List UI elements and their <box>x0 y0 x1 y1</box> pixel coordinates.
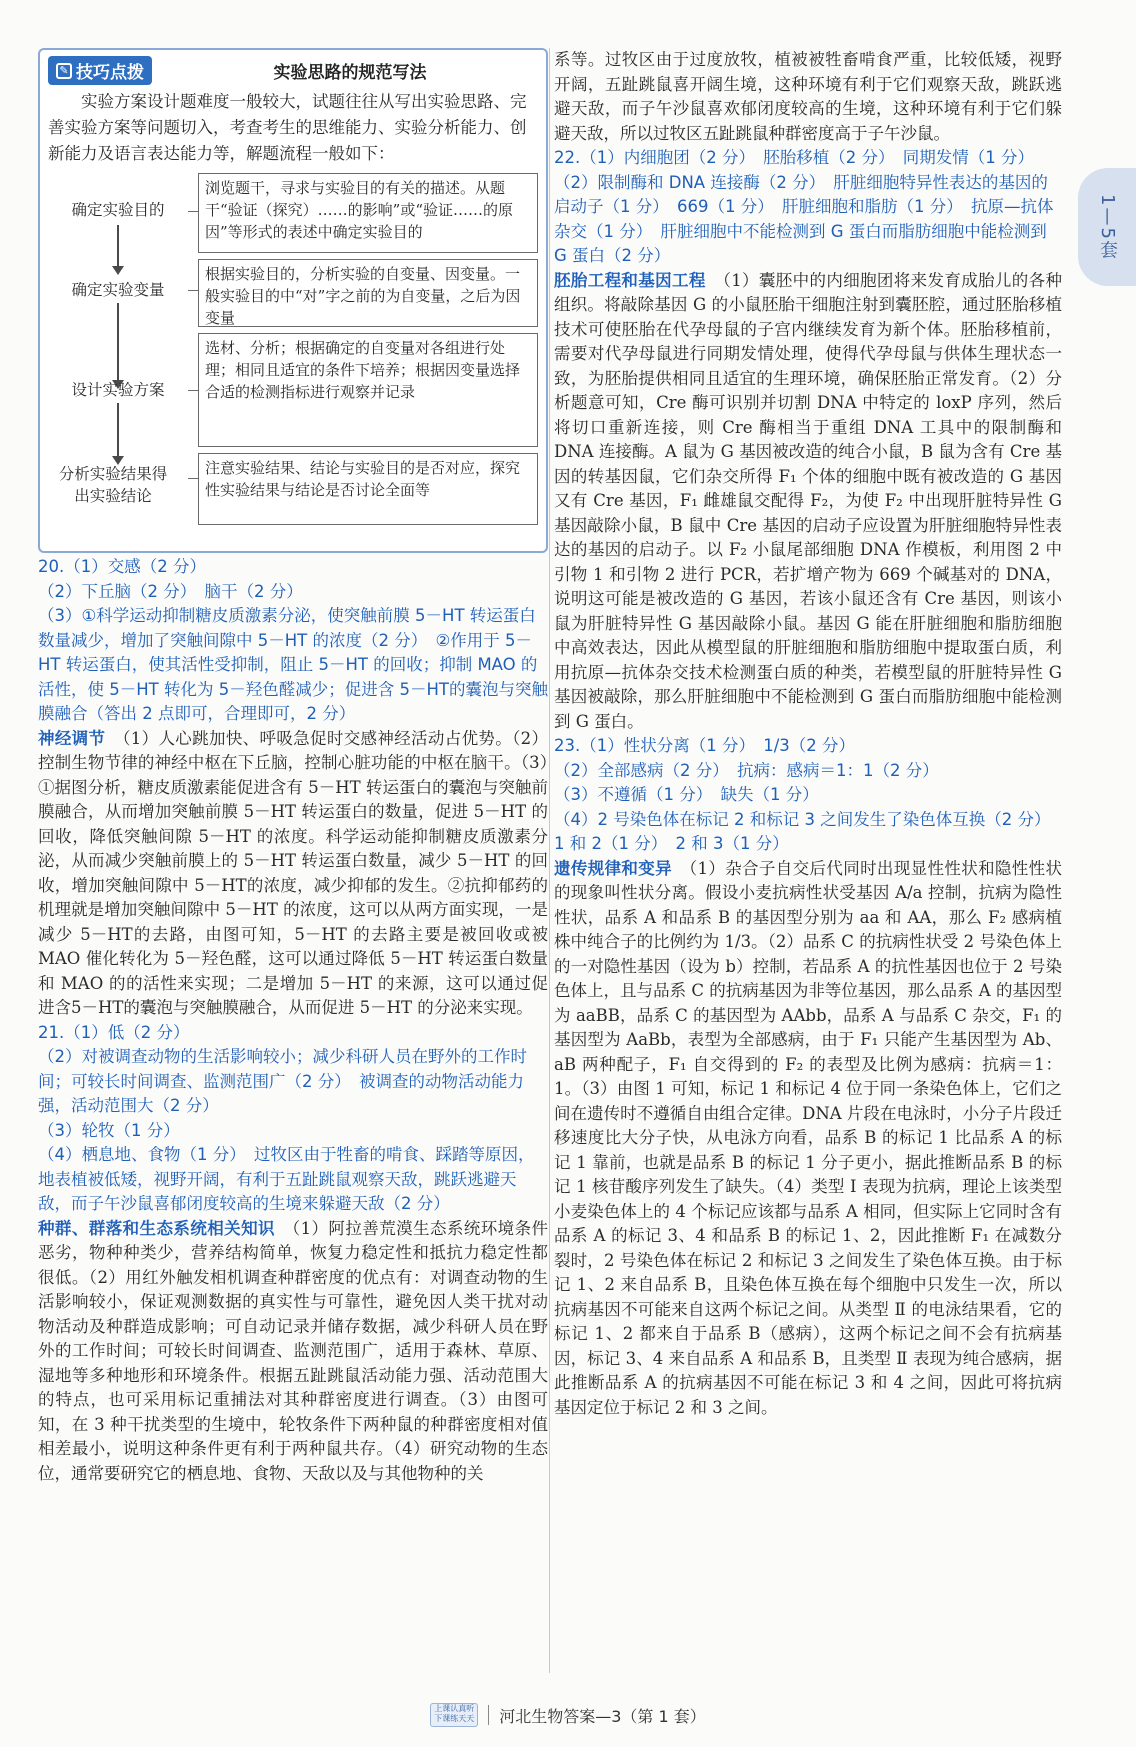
page-footer <box>0 1700 1136 1730</box>
answer-23-4: （4）2 号染色体在标记 2 和标记 3 之间发生了染色体互换（2 分） 1 和 2（1 分） 2 和 3（1 分） <box>554 809 1059 853</box>
explanation-21-continued: 系等。过牧区由于过度放牧，植被被牲畜啃食严重，比较低矮，视野开阔，五趾跳鼠喜开阔生境，这种环境有利于它们观察天敌，跳跃逃避天敌，而子午沙鼠喜欢郁闭度较高的生境，这种环境有利于它们躲避天敌，所以过牧区五趾跳鼠种群密度高于子午沙鼠。 <box>554 50 1062 143</box>
explanation-text: （1）人心跳加快、呼吸急促时交感神经活动占优势。（2）控制生物节律的神经中枢在下丘脑，控制心脏功能的中枢在脑干。（3）①据图分析，糖皮质激素能促进含有 5－HT 转运蛋白的囊泡与突触前膜融合，从而增加突触前膜 5－HT 转运蛋白的数量，促进 5－HT 的回收，降低突触间隙 5－HT 的浓度。科学运动能抑制糖皮质激素分泌，从而减少突触前膜上的 5－HT 转运蛋白数量，减少 5－HT 的回收，增加突触间隙中 5－HT的浓度，减少抑郁的发生。②抗抑郁药的机理就是增加突触间隙中 5－HT 的浓度，这可以从两方面实现，一是减少 5－HT的去路，由图可知，5－HT 的去路主要是被回收或被 MAO 催化转化为 5－羟色醛，这可以通过降低 5－HT 转运蛋白数量和 MAO 的的活性来实现；二是增加 5－HT 的来源，这可以通过促进含5－HT的囊泡与突触膜融合，从而促进 5－HT 的分泌来实现。 <box>38 728 549 1017</box>
answer-23-2: （2）全部感病（2 分） 抗病：感病＝1：1（2 分） <box>554 760 939 780</box>
explanation-23 <box>554 857 1062 1421</box>
explanation-20 <box>38 727 548 1021</box>
knowledge-point: 胚胎工程和基因工程 <box>554 270 706 290</box>
explanation-22 <box>554 269 1062 735</box>
footer-page-label: 河北生物答案—3（第 1 套） <box>499 1706 706 1726</box>
answer-21-3: （3）轮牧（1 分） <box>38 1120 180 1140</box>
explanation-21 <box>38 1217 548 1487</box>
tips-badge-label: 技巧点拨 <box>76 63 144 83</box>
knowledge-point: 遗传规律和变异 <box>554 858 673 878</box>
tips-header <box>48 56 538 85</box>
explanation-text: （1）杂合子自交后代同时出现显性性状和隐性性状的现象叫性状分离。假设小麦抗病性状受基因 A/a 控制，抗病为隐性性状，品系 A 和品系 B 的基因型分别为 aa 和 AA，那么 F₂ 感病植株中纯合子的比例约为 1/3。（2）品系 C 的抗病性状受 2 号染色体上的一对隐性基因（设为 b）控制，若品系 A 的抗性基因也位于 2 号染色体上，且与品系 C 的抗病基因为非等位基因，那么品系 A 的基因型为 aaBB，品系 C 的基因型为 AAbb，品系 A 与品系 C 杂交，F₁ 的基因型为 AaBb，表型为全部感病，由于 F₁ 只能产生基因型为 Ab、aB 两种配子，F₁ 自交得到的 F₂ 的表型及比例为感病：抗病＝1：1。（3）由图 1 可知，标记 1 和标记 4 位于同一条染色体上，它们之间在遗传时不遵循自由组合定律。DNA 片段在电泳时，小分子片段迁移速度比大分子快，从电泳方向看，品系 B 的标记 1 比品系 A 的标记 1 靠前，也就是品系 B 的标记 1 分子更小，据此推断品系 B 的标记 1 核苷酸序列发生了缺失。（4）类型 Ⅰ 表现为抗病，理论上该类型小麦染色体上的 4 个标记应该都与品系 A 相同，但实际上它同时含有品系 A 的标记 3、4 和品系 B 的标记 1、2，因此推断 F₁ 在减数分裂时，2 号染色体在标记 2 和标记 3 之间发生了染色体互换。由于标记 1、2 来自品系 B，且染色体互换在每个细胞中只发生一次，所以抗病基因不可能来自这两个标记之间。从类型 Ⅱ 的电泳结果看，它的标记 1、2 都来自于品系 B（感病），这两个标记之间不会有抗病基因，标记 3、4 来自品系 A 和品系 B，且类型 Ⅱ 表现为纯合感病，据此推断品系 A 的抗病基因不可能在标记 3 和 4 之间，因此可将抗病基因定位于标记 2 和 3 之间。 <box>554 858 1063 1417</box>
column-divider <box>549 48 550 1673</box>
answer-20-3: （3）①科学运动抑制糖皮质激素分泌，使突触前膜 5－HT 转运蛋白数量减少，增加了突触间隙中 5－HT 的浓度（2 分） ②作用于 5－HT 转运蛋白，使其活性受抑制，阻止 5－HT 的回收；抑制 MAO 的活性，使 5－HT 转化为 5－羟色醛减少；促进含 5－HT的囊泡与突触膜融合（答出 2 点即可，合理即可，2 分） <box>38 606 548 723</box>
flow-step-label: 设计实验方案 <box>71 381 165 399</box>
flow-connector <box>188 290 198 291</box>
flow-step-label: 确定实验变量 <box>71 281 165 299</box>
right-column <box>554 48 1062 1420</box>
answer-22-2: （2）限制酶和 DNA 连接酶（2 分） 肝脏细胞特异性表达的基因的启动子（1 分） 669（1 分） 肝脏细胞和脂肪（1 分） 抗原—抗体杂交（1 分） 肝脏细胞中不能检测到 G 蛋白而脂肪细胞中能检测到 G 蛋白（2 分） <box>554 172 1054 265</box>
answer-20-1: 20.（1）交感（2 分） <box>38 557 206 576</box>
answer-22-1: 22.（1）内细胞团（2 分） 胚胎移植（2 分） 同期发情（1 分） <box>554 148 1034 167</box>
answer-21-1: 21.（1）低（2 分） <box>38 1022 190 1042</box>
flowchart <box>48 173 538 543</box>
answer-21-2: （2）对被调查动物的生活影响较小；减少科研人员在野外的工作时间；可较长时间调查、监测范围广（2 分） 被调查的动物活动能力强，活动范围大（2 分） <box>38 1047 527 1115</box>
flow-step-box: 浏览题干，寻求与实验目的有关的描述。从题干“验证（探究）……的影响”或“验证……的原因”等形式的表述中确定实验目的 <box>198 173 538 253</box>
volume-side-tab <box>1078 168 1136 286</box>
footer-separator <box>488 1705 489 1725</box>
explanation-text: （1）阿拉善荒漠生态系统环境条件恶劣，物种种类少，营养结构简单，恢复力稳定性和抵抗力稳定性都很低。（2）用红外触发相机调查种群密度的优点有：对调查动物的生活影响较小，保证观测数据的真实性与可靠性，避免因人类干扰对动物活动及种群造成影响；可自动记录并储存数据，减少科研人员在野外的工作时间；可较长时间调查、监测范围广，适用于森林、草原、湿地等多种地形和环境条件。根据五趾跳鼠活动能力强、活动范围大的特点，也可采用标记重捕法对其种群密度进行调查。（3）由图可知，在 3 种干扰类型的生境中，轮牧条件下两种鼠的种群密度相对值相差最小，说明这种条件更有利于两种鼠共存。（4）研究动物的生态位，通常要研究它的栖息地、食物、天敌以及与其他物种的关 <box>38 1218 549 1483</box>
flow-step-label: 确定实验目的 <box>71 201 165 219</box>
flow-connector <box>188 211 198 212</box>
answer-20-2: （2）下丘脑（2 分） 脑干（2 分） <box>38 581 303 601</box>
answer-23-3: （3）不遵循（1 分） 缺失（1 分） <box>554 785 819 804</box>
pencil-icon: ✎ <box>56 63 72 79</box>
tips-title: 实验思路的规范写法 <box>273 63 427 83</box>
side-tab-label: 1—5套 <box>1097 193 1118 261</box>
left-column <box>38 48 548 1486</box>
tips-intro: 实验方案设计题难度一般较大，试题往往从写出实验思路、完善实验方案等问题切入，考查考生的思维能力、实验分析能力、创新能力及语言表达能力等，解题流程一般如下： <box>48 92 527 163</box>
flow-connector <box>188 478 198 479</box>
down-arrow-icon <box>117 303 119 387</box>
knowledge-point: 神经调节 <box>38 728 106 748</box>
tips-badge <box>48 56 152 85</box>
brand-logo: 上课认真听 下课练天天 <box>430 1703 478 1727</box>
answer-23-1: 23.（1）性状分离（1 分） 1/3（2 分） <box>554 736 856 755</box>
tips-box <box>38 48 548 553</box>
knowledge-point: 种群、群落和生态系统相关知识 <box>38 1218 275 1238</box>
flow-step-box: 根据实验目的，分析实验的自变量、因变量。一般实验目的中“对”字之前的为自变量，之后为因变量 <box>198 259 538 327</box>
flow-connector <box>188 390 198 391</box>
flow-step-box: 注意实验结果、结论与实验目的是否对应，探究性实验结果与结论是否讨论全面等 <box>198 453 538 525</box>
flow-step-box: 选材、分析；根据确定的自变量对各组进行处理；相同且适宜的条件下培养；根据因变量选择合适的检测指标进行观察并记录 <box>198 333 538 447</box>
down-arrow-icon <box>117 225 119 273</box>
answer-21-4: （4）栖息地、食物（1 分） 过牧区由于牲畜的啃食、踩踏等原因，地表植被低矮，视野开阔，有利于五趾跳鼠观察天敌，跳跃逃避天敌，而子午沙鼠喜郁闭度较高的生境来躲避天敌（2 分） <box>38 1145 535 1213</box>
down-arrow-icon <box>117 403 119 463</box>
flow-step-label: 分析实验结果得出实验结论 <box>58 465 168 505</box>
explanation-text: （1）囊胚中的内细胞团将来发育成胎儿的各种组织。将敲除基因 G 的小鼠胚胎干细胞注射到囊胚腔，通过胚胎移植技术可使胚胎在代孕母鼠的子宫内继续发育为新个体。胚胎移植前，需要对代孕母鼠进行同期发情处理，使得代孕母鼠与供体生理状态一致，为胚胎提供相同且适宜的生理环境，确保胚胎正常发育。（2）分析题意可知，Cre 酶可识别并切割 DNA 中特定的 loxP 序列，然后将切口重新连接，则 Cre 酶相当于重组 DNA 工具中的限制酶和 DNA 连接酶。A 鼠为 G 基因被改造的纯合小鼠，B 鼠为含有 Cre 基因的转基因鼠，它们杂交所得 F₁ 个体的细胞中既有被改造的 G 基因又有 Cre 基因，F₁ 雌雄鼠交配得 F₂，为使 F₂ 中出现肝脏特异性 G 基因敲除小鼠，B 鼠中 Cre 基因的启动子应设置为肝脏细胞特异性表达的基因的启动子。以 F₂ 小鼠尾部细胞 DNA 作模板，利用图 2 中引物 1 和引物 2 进行 PCR，若扩增产物为 669 个碱基对的 DNA，说明这可能是被改造的 G 基因，若该小鼠还含有 Cre 基因，则该小鼠为肝脏特异性 G 基因敲除小鼠。基因 G 能在肝脏细胞和脂肪细胞中高效表达，因此从模型鼠的肝脏细胞和脂肪细胞中提取蛋白质，利用抗原—抗体杂交技术检测蛋白质的种类，若模型鼠的肝脏特异性 G 基因被敲除，那么肝脏细胞中不能检测到 G 蛋白而脂肪细胞中能检测到 G 蛋白。 <box>554 270 1063 731</box>
